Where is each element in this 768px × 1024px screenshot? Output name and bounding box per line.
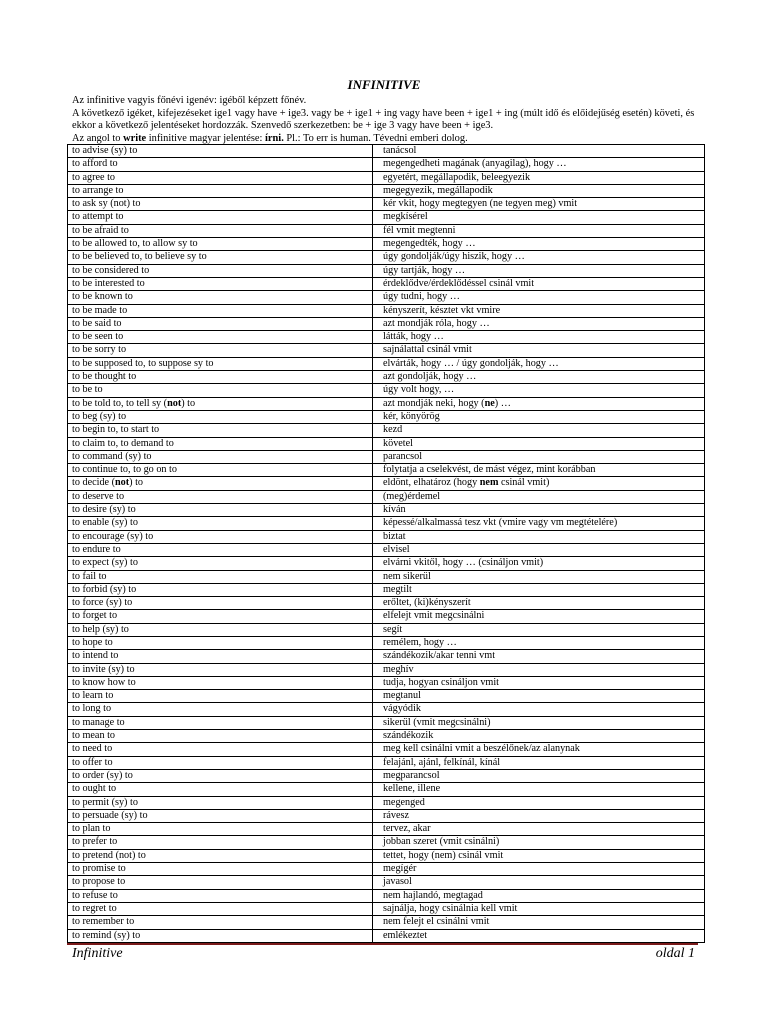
table-row: [68, 371, 705, 384]
intro-text: [72, 95, 712, 145]
vocabulary-table-wrap: [67, 144, 698, 943]
intro-line-3-part-a: Az angol to: [72, 132, 124, 144]
hungarian-meaning-cell: megtanul: [373, 690, 705, 703]
hungarian-meaning-cell: meg kell csinálni vmit a beszélőnek/az alanynak: [373, 743, 705, 756]
hungarian-meaning-cell: érdeklődve/érdeklődéssel csinál vmit: [373, 277, 705, 290]
table-row: [68, 251, 705, 264]
english-phrase-cell: to be to: [68, 384, 373, 397]
table-row: [68, 823, 705, 836]
english-phrase-cell: to beg (sy) to: [68, 410, 373, 423]
hungarian-meaning-cell: kezd: [373, 424, 705, 437]
english-phrase-cell: to arrange to: [68, 184, 373, 197]
hungarian-meaning-cell: felajánl, ajánl, felkínál, kínál: [373, 756, 705, 769]
table-row: [68, 158, 705, 171]
hungarian-meaning-cell-part-a: eldönt, elhatároz (hogy: [383, 477, 480, 489]
hungarian-meaning-cell: fél vmit megtenni: [373, 224, 705, 237]
table-row: [68, 690, 705, 703]
hungarian-meaning-cell: folytatja a cselekvést, de mást végez, mint korábban: [373, 464, 705, 477]
hungarian-meaning-cell: kér vkit, hogy megtegyen (ne tegyen meg) vmit: [373, 198, 705, 211]
table-row: [68, 703, 705, 716]
hungarian-meaning-cell: úgy tudni, hogy …: [373, 291, 705, 304]
english-phrase-cell: to desire (sy) to: [68, 504, 373, 517]
intro-line-3-part-c: infinitive magyar jelentése:: [146, 132, 266, 144]
table-row: [68, 583, 705, 596]
english-phrase-cell: to forbid (sy) to: [68, 583, 373, 596]
table-row: [68, 317, 705, 330]
table-row: [68, 623, 705, 636]
table-row: [68, 264, 705, 277]
hungarian-meaning-cell: elvárták, hogy … / úgy gondolják, hogy …: [373, 357, 705, 370]
english-phrase-cell: to encourage (sy) to: [68, 530, 373, 543]
table-row: [68, 304, 705, 317]
english-phrase-cell: to claim to, to demand to: [68, 437, 373, 450]
hungarian-meaning-cell: megkísérel: [373, 211, 705, 224]
hungarian-meaning-cell: megengedheti magának (anyagilag), hogy …: [373, 158, 705, 171]
hungarian-meaning-cell: megengedték, hogy …: [373, 238, 705, 251]
table-row: [68, 836, 705, 849]
table-row: [68, 450, 705, 463]
english-phrase-cell: to persuade (sy) to: [68, 809, 373, 822]
table-row: [68, 636, 705, 649]
hungarian-meaning-cell: emlékeztet: [373, 929, 705, 942]
english-phrase-cell: to command (sy) to: [68, 450, 373, 463]
english-phrase-cell: to offer to: [68, 756, 373, 769]
english-phrase-cell-part-a: to be told to, to tell sy (: [72, 397, 168, 409]
english-phrase-cell: to force (sy) to: [68, 597, 373, 610]
vocabulary-table: [67, 144, 705, 943]
table-row: [68, 796, 705, 809]
english-phrase-cell: to be afraid to: [68, 224, 373, 237]
table-row: [68, 344, 705, 357]
english-phrase-cell: to invite (sy) to: [68, 663, 373, 676]
hungarian-meaning-cell: tettet, hogy (nem) csinál vmit: [373, 849, 705, 862]
hungarian-meaning-cell: meghív: [373, 663, 705, 676]
hungarian-meaning-cell: kényszerít, késztet vkt vmire: [373, 304, 705, 317]
table-row: [68, 277, 705, 290]
footer-divider: [67, 943, 698, 945]
table-row: [68, 530, 705, 543]
vocabulary-table-body: [68, 145, 705, 943]
english-phrase-cell: to afford to: [68, 158, 373, 171]
table-row: [68, 331, 705, 344]
hungarian-meaning-cell: képessé/alkalmassá tesz vkt (vmire vagy vm megtételére): [373, 517, 705, 530]
hungarian-meaning-cell: megtilt: [373, 583, 705, 596]
table-row: [68, 610, 705, 623]
table-row: [68, 557, 705, 570]
english-phrase-cell: to prefer to: [68, 836, 373, 849]
english-phrase-cell: to know how to: [68, 676, 373, 689]
table-row: [68, 477, 705, 490]
intro-line-2: A következő igéket, kifejezéseket ige1 vagy have + ige3. vagy be + ige1 + ing vagy have been + ige1 + ing (múlt idő és előidejűség esetén) követi, és ekkor a következő jelentéseket hordozzák. Szenvedő szerkezetben: be + ige 3 vagy have been + ige3.: [72, 107, 695, 132]
table-row: [68, 676, 705, 689]
hungarian-meaning-cell: tervez, akar: [373, 823, 705, 836]
table-row: [68, 384, 705, 397]
hungarian-meaning-cell-part-a: azt mondják neki, hogy (: [383, 397, 485, 409]
english-phrase-cell: to advise (sy) to: [68, 145, 373, 158]
english-phrase-cell: to be supposed to, to suppose sy to: [68, 357, 373, 370]
table-row: [68, 464, 705, 477]
english-phrase-cell-part-c: ) to: [129, 477, 144, 489]
english-phrase-cell: to pretend (not) to: [68, 849, 373, 862]
hungarian-meaning-cell: megígér: [373, 863, 705, 876]
table-row: [68, 517, 705, 530]
table-row: [68, 716, 705, 729]
table-row: [68, 916, 705, 929]
hungarian-meaning-cell: kellene, illene: [373, 783, 705, 796]
hungarian-meaning-cell: azt mondják róla, hogy …: [373, 317, 705, 330]
hungarian-meaning-cell: megegyezik, megállapodik: [373, 184, 705, 197]
english-phrase-cell: to regret to: [68, 902, 373, 915]
table-row: [68, 211, 705, 224]
hungarian-meaning-cell-part-c: csinál vmit): [498, 477, 550, 489]
table-row: [68, 490, 705, 503]
table-row: [68, 769, 705, 782]
hungarian-meaning-cell-bold-part: nem: [479, 477, 499, 489]
table-row: [68, 756, 705, 769]
footer-page-number: oldal 1: [655, 946, 695, 961]
hungarian-meaning-cell: jobban szeret (vmit csinálni): [373, 836, 705, 849]
intro-line-3-write: write: [123, 132, 147, 144]
english-phrase-cell: to propose to: [68, 876, 373, 889]
hungarian-meaning-cell: nem hajlandó, megtagad: [373, 889, 705, 902]
table-row: [68, 410, 705, 423]
hungarian-meaning-cell: [373, 397, 705, 410]
table-row: [68, 171, 705, 184]
hungarian-meaning-cell: tanácsol: [373, 145, 705, 158]
hungarian-meaning-cell: rávesz: [373, 809, 705, 822]
english-phrase-cell: to hope to: [68, 636, 373, 649]
hungarian-meaning-cell: látták, hogy …: [373, 331, 705, 344]
english-phrase-cell: to begin to, to start to: [68, 424, 373, 437]
table-row: [68, 863, 705, 876]
table-row: [68, 849, 705, 862]
hungarian-meaning-cell: erőltet, (ki)kényszerít: [373, 597, 705, 610]
english-phrase-cell: to permit (sy) to: [68, 796, 373, 809]
hungarian-meaning-cell: úgy gondolják/úgy hiszik, hogy …: [373, 251, 705, 264]
hungarian-meaning-cell: [373, 477, 705, 490]
table-row: [68, 902, 705, 915]
english-phrase-cell: to be interested to: [68, 277, 373, 290]
table-row: [68, 743, 705, 756]
hungarian-meaning-cell: megenged: [373, 796, 705, 809]
table-row: [68, 184, 705, 197]
hungarian-meaning-cell: elvisel: [373, 543, 705, 556]
english-phrase-cell: to be thought to: [68, 371, 373, 384]
table-row: [68, 730, 705, 743]
english-phrase-cell: to be made to: [68, 304, 373, 317]
hungarian-meaning-cell: megparancsol: [373, 769, 705, 782]
english-phrase-cell: to remind (sy) to: [68, 929, 373, 942]
english-phrase-cell: to be known to: [68, 291, 373, 304]
hungarian-meaning-cell: biztat: [373, 530, 705, 543]
table-row: [68, 570, 705, 583]
table-row: [68, 783, 705, 796]
table-row: [68, 424, 705, 437]
english-phrase-cell: to forget to: [68, 610, 373, 623]
english-phrase-cell-part-a: to decide (: [72, 477, 115, 489]
hungarian-meaning-cell: követel: [373, 437, 705, 450]
english-phrase-cell: to order (sy) to: [68, 769, 373, 782]
intro-line-1: Az infinitive vagyis főnévi igenév: igéből képzett főnév.: [72, 95, 307, 106]
english-phrase-cell: to intend to: [68, 650, 373, 663]
table-row: [68, 504, 705, 517]
hungarian-meaning-cell: (meg)érdemel: [373, 490, 705, 503]
table-row: [68, 291, 705, 304]
table-row: [68, 397, 705, 410]
english-phrase-cell: to attempt to: [68, 211, 373, 224]
hungarian-meaning-cell: segít: [373, 623, 705, 636]
english-phrase-cell: to refuse to: [68, 889, 373, 902]
hungarian-meaning-cell: úgy tartják, hogy …: [373, 264, 705, 277]
english-phrase-cell: to be sorry to: [68, 344, 373, 357]
english-phrase-cell: to expect (sy) to: [68, 557, 373, 570]
hungarian-meaning-cell: vágyódik: [373, 703, 705, 716]
table-row: [68, 145, 705, 158]
page-title: INFINITIVE: [347, 77, 421, 92]
hungarian-meaning-cell: tudja, hogyan csináljon vmit: [373, 676, 705, 689]
hungarian-meaning-cell: remélem, hogy …: [373, 636, 705, 649]
hungarian-meaning-cell: szándékozik/akar tenni vmt: [373, 650, 705, 663]
hungarian-meaning-cell: azt gondolják, hogy …: [373, 371, 705, 384]
english-phrase-cell: to be said to: [68, 317, 373, 330]
hungarian-meaning-cell: kíván: [373, 504, 705, 517]
english-phrase-cell: to be allowed to, to allow sy to: [68, 238, 373, 251]
intro-line-3-part-e: Pl.: To err is human. Tévedni emberi dolog.: [283, 132, 468, 144]
hungarian-meaning-cell: kér, könyörög: [373, 410, 705, 423]
hungarian-meaning-cell: úgy volt hogy, …: [373, 384, 705, 397]
english-phrase-cell: to plan to: [68, 823, 373, 836]
english-phrase-cell: to deserve to: [68, 490, 373, 503]
hungarian-meaning-cell: javasol: [373, 876, 705, 889]
english-phrase-cell: [68, 477, 373, 490]
table-row: [68, 543, 705, 556]
hungarian-meaning-cell: elvárni vkitől, hogy … (csináljon vmit): [373, 557, 705, 570]
english-phrase-cell: to be believed to, to believe sy to: [68, 251, 373, 264]
english-phrase-cell: to learn to: [68, 690, 373, 703]
hungarian-meaning-cell: szándékozik: [373, 730, 705, 743]
english-phrase-cell: to fail to: [68, 570, 373, 583]
table-row: [68, 238, 705, 251]
english-phrase-cell: to enable (sy) to: [68, 517, 373, 530]
english-phrase-cell: to mean to: [68, 730, 373, 743]
hungarian-meaning-cell-part-c: ) …: [494, 397, 511, 409]
hungarian-meaning-cell: parancsol: [373, 450, 705, 463]
english-phrase-cell-bold-part: not: [167, 397, 182, 409]
english-phrase-cell: to manage to: [68, 716, 373, 729]
footer-title: Infinitive: [72, 946, 123, 961]
intro-line-3-irni: írni.: [265, 132, 284, 144]
english-phrase-cell-bold-part: not: [115, 477, 130, 489]
english-phrase-cell-part-c: ) to: [181, 397, 196, 409]
english-phrase-cell: to need to: [68, 743, 373, 756]
english-phrase-cell: to endure to: [68, 543, 373, 556]
table-row: [68, 597, 705, 610]
hungarian-meaning-cell: sikerül (vmit megcsinálni): [373, 716, 705, 729]
table-row: [68, 198, 705, 211]
hungarian-meaning-cell: nem felejt el csinálni vmit: [373, 916, 705, 929]
english-phrase-cell: to long to: [68, 703, 373, 716]
english-phrase-cell: to ask sy (not) to: [68, 198, 373, 211]
table-row: [68, 929, 705, 942]
english-phrase-cell: to promise to: [68, 863, 373, 876]
table-row: [68, 224, 705, 237]
table-row: [68, 876, 705, 889]
table-row: [68, 663, 705, 676]
english-phrase-cell: to continue to, to go on to: [68, 464, 373, 477]
table-row: [68, 809, 705, 822]
hungarian-meaning-cell: sajnálattal csinál vmit: [373, 344, 705, 357]
hungarian-meaning-cell: nem sikerül: [373, 570, 705, 583]
hungarian-meaning-cell: elfelejt vmit megcsinálni: [373, 610, 705, 623]
hungarian-meaning-cell: sajnálja, hogy csinálnia kell vmit: [373, 902, 705, 915]
english-phrase-cell: to help (sy) to: [68, 623, 373, 636]
table-row: [68, 650, 705, 663]
table-row: [68, 357, 705, 370]
english-phrase-cell: to be seen to: [68, 331, 373, 344]
table-row: [68, 437, 705, 450]
english-phrase-cell: to be considered to: [68, 264, 373, 277]
table-row: [68, 889, 705, 902]
english-phrase-cell: to ought to: [68, 783, 373, 796]
english-phrase-cell: to agree to: [68, 171, 373, 184]
english-phrase-cell: to remember to: [68, 916, 373, 929]
hungarian-meaning-cell: egyetért, megállapodik, beleegyezik: [373, 171, 705, 184]
hungarian-meaning-cell-bold-part: ne: [484, 397, 495, 409]
english-phrase-cell: [68, 397, 373, 410]
